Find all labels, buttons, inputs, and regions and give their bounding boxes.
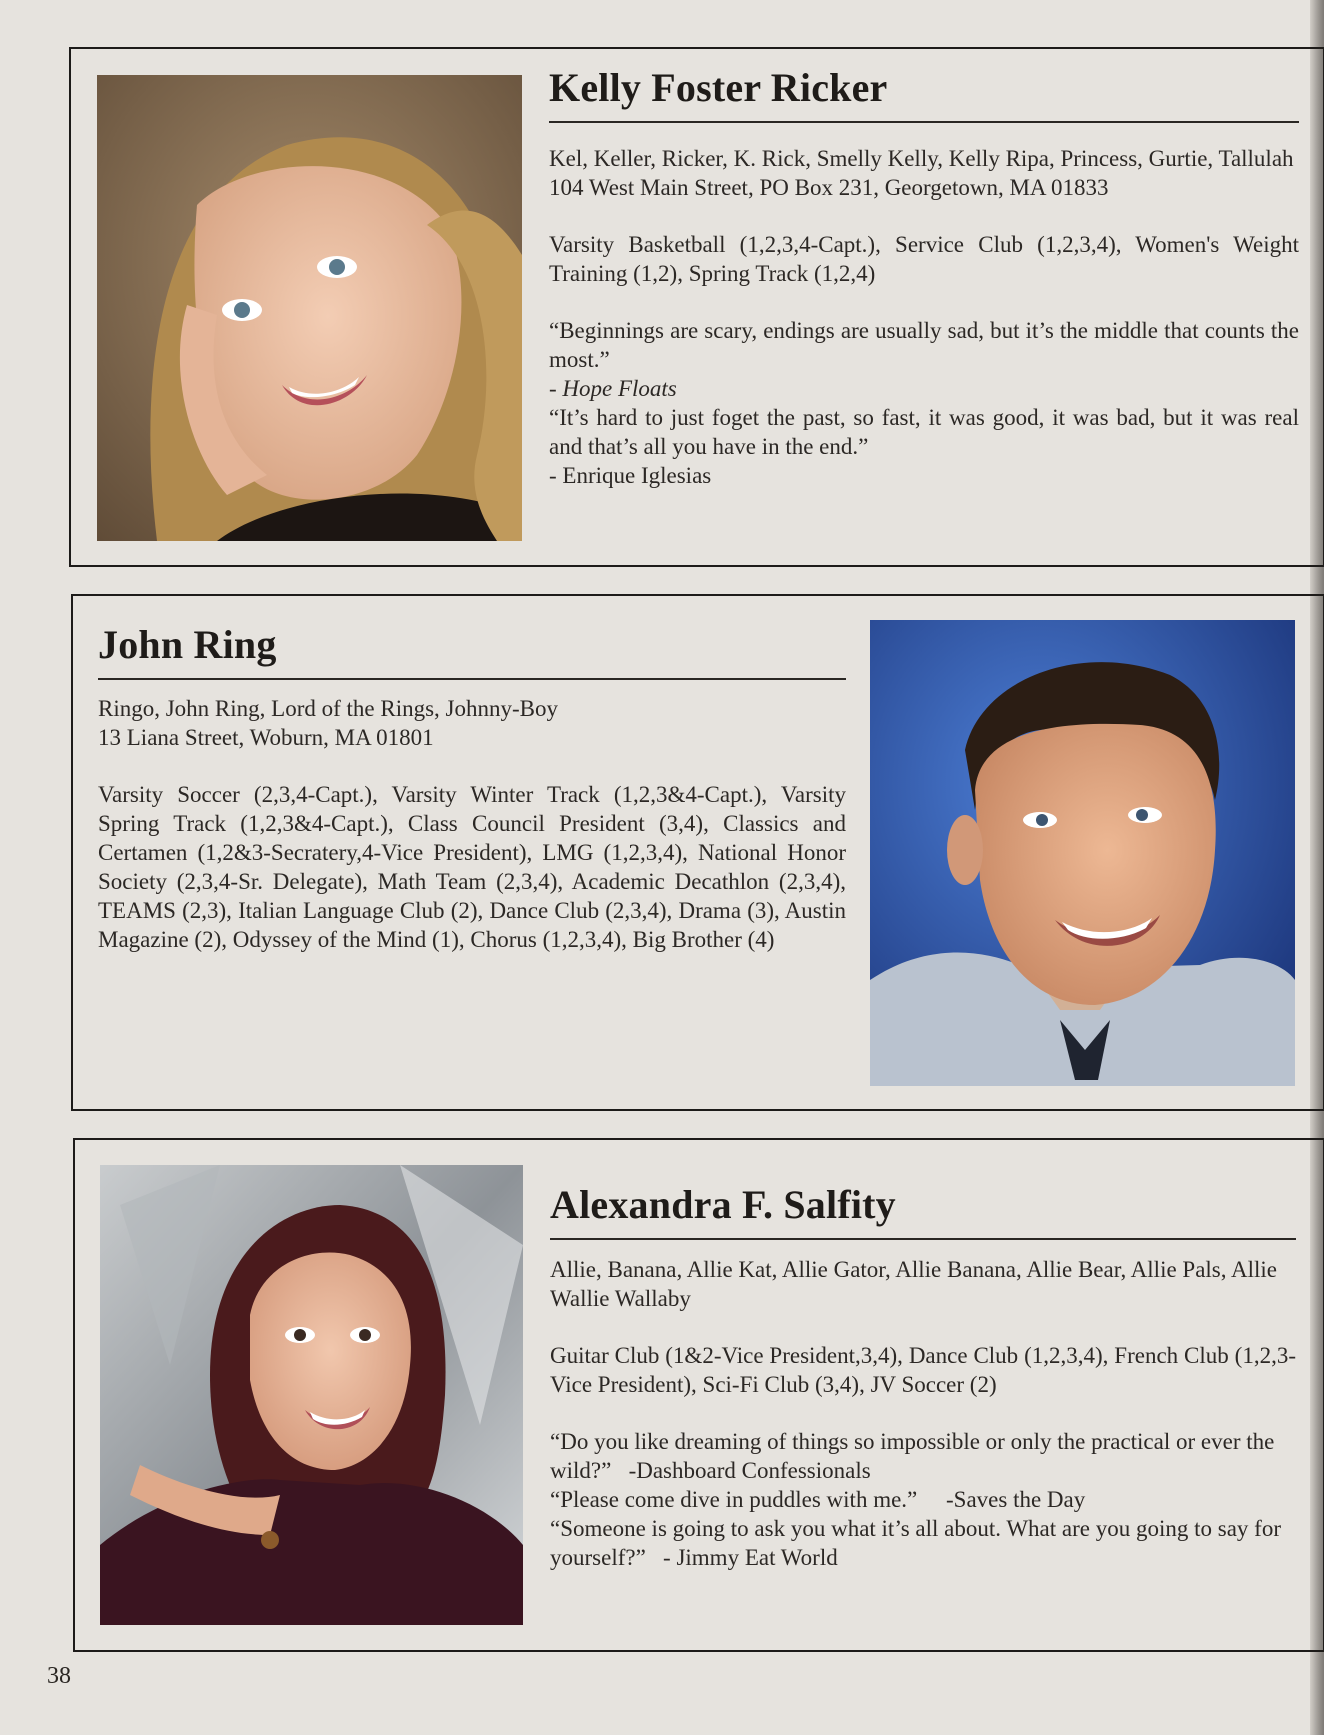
senior-entry-alexandra xyxy=(73,1138,1324,1652)
activities: Varsity Soccer (2,3,4-Capt.), Varsity Winter Track (1,2,3&4-Capt.), Varsity Spring Track (1,2,3&4-Capt.), Class Council President (3,4), Classics and Certamen (1,2&3-Secratery,4-Vice President), LMG (1,2,3,4), National Honor Society (2,3,4-Sr. Delegate), Math Team (2,3,4), Academic Decathlon (2,3,4), TEAMS (2,3), Italian Language Club (2), Dance Club (2,3,4), Drama (3), Austin Magazine (2), Odyssey of the Mind (1), Chorus (1,2,3,4), Big Brother (4) xyxy=(98,782,846,952)
profile-text xyxy=(550,1182,1296,1572)
senior-portrait-photo xyxy=(870,620,1295,1086)
quote xyxy=(550,1514,1296,1572)
senior-portrait-photo xyxy=(100,1165,523,1625)
quote: “Beginnings are scary, endings are usually sad, but it’s the middle that counts the most.” xyxy=(549,318,1299,372)
profile-text xyxy=(98,622,846,954)
quote-source: - Hope Floats xyxy=(549,376,677,401)
quote xyxy=(550,1485,1296,1514)
nicknames: Ringo, John Ring, Lord of the Rings, Johnny-Boy xyxy=(98,696,559,721)
nicknames: Kel, Keller, Ricker, K. Rick, Smelly Kelly, Kelly Ripa, Princess, Gurtie, Tallulah xyxy=(549,146,1294,171)
quote-text: “Do you like dreaming of things so impossible or only the practical or ever the wild?” xyxy=(550,1429,1275,1483)
portrait-image xyxy=(97,75,522,541)
senior-entry-john xyxy=(71,594,1324,1111)
activities: Varsity Basketball (1,2,3,4-Capt.), Service Club (1,2,3,4), Women's Weight Training (1,2), Spring Track (1,2,4) xyxy=(549,232,1299,286)
quote-source: - Jimmy Eat World xyxy=(663,1545,838,1570)
address: 104 West Main Street, PO Box 231, Georgetown, MA 01833 xyxy=(549,175,1109,200)
quote-text: “Someone is going to ask you what it’s all about. What are you going to say for yourself?” xyxy=(550,1516,1281,1570)
activities: Guitar Club (1&2-Vice President,3,4), Dance Club (1,2,3,4), French Club (1,2,3-Vice President), Sci-Fi Club (3,4), JV Soccer (2) xyxy=(550,1343,1296,1397)
quote-source: -Saves the Day xyxy=(946,1487,1086,1512)
senior-name: Kelly Foster Ricker xyxy=(549,65,1299,123)
nicknames: Allie, Banana, Allie Kat, Allie Gator, Allie Banana, Allie Bear, Allie Pals, Allie Wallie Wallaby xyxy=(550,1257,1277,1311)
senior-name: Alexandra F. Salfity xyxy=(550,1182,1296,1240)
quote-source: - Enrique Iglesias xyxy=(549,463,712,488)
senior-portrait-photo xyxy=(97,75,522,541)
senior-name: John Ring xyxy=(98,622,846,680)
address: 13 Liana Street, Woburn, MA 01801 xyxy=(98,725,434,750)
portrait-image xyxy=(100,1165,523,1625)
quote xyxy=(550,1427,1296,1485)
profile-text xyxy=(549,65,1299,490)
portrait-image xyxy=(870,620,1295,1086)
page-number: 38 xyxy=(47,1663,71,1689)
senior-entry-kelly xyxy=(69,47,1324,567)
quote-source: -Dashboard Confessionals xyxy=(628,1458,871,1483)
quote-text: “Please come dive in puddles with me.” xyxy=(550,1487,918,1512)
quote: “It’s hard to just foget the past, so fast, it was good, it was bad, but it was real and that’s all you have in the end.” xyxy=(549,405,1299,459)
